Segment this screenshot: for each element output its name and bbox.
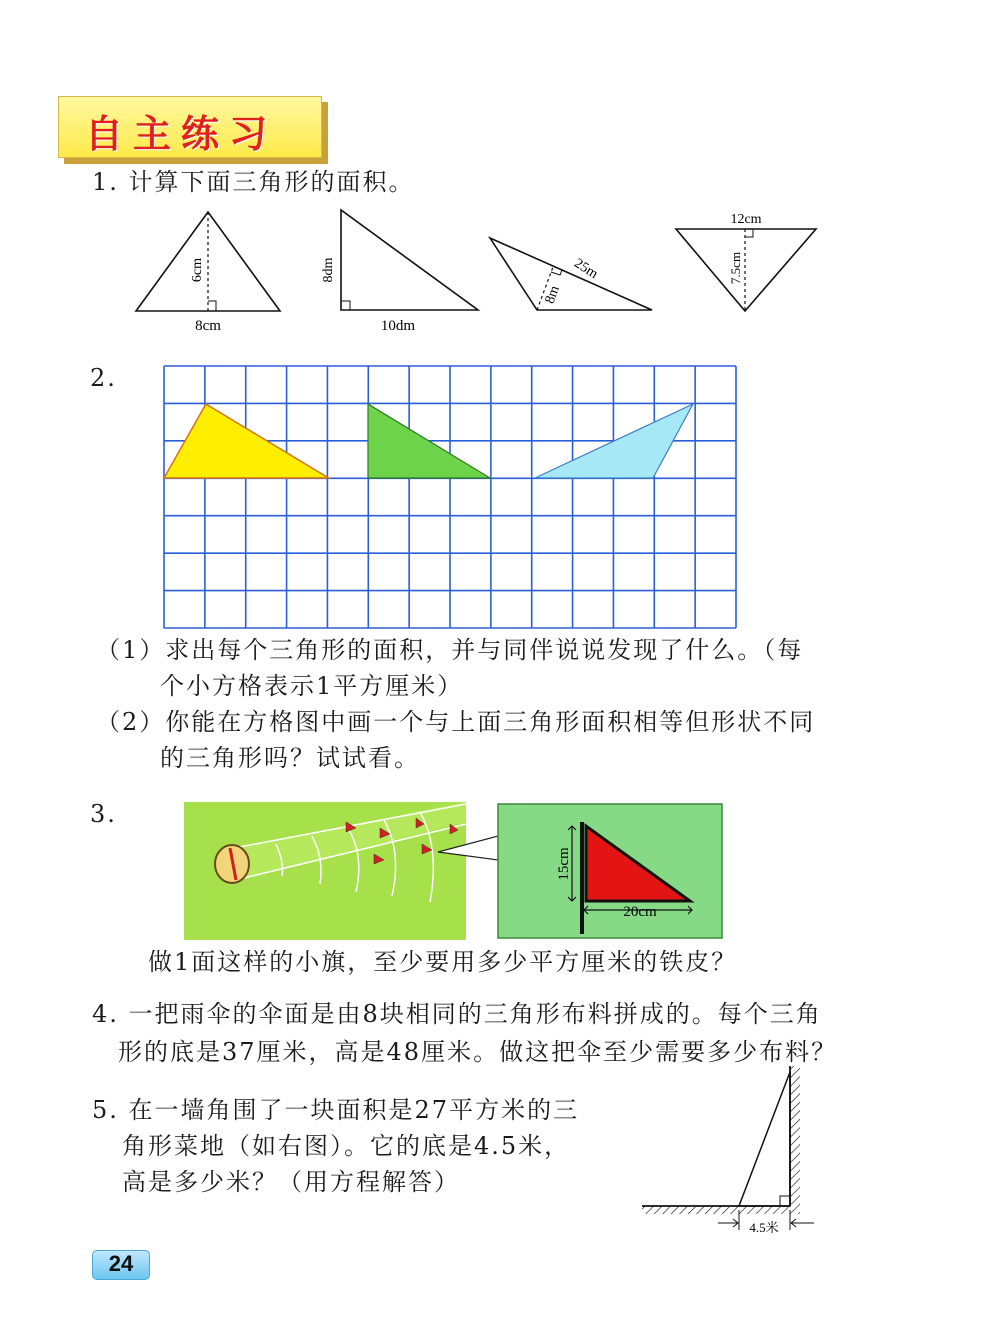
q5-line2: 角形菜地（如右图）。它的底是4.5米， (122, 1132, 571, 1160)
q1-triangles (0, 200, 1000, 340)
q4-line1: 4. 一把雨伞的伞面是由8块相同的三角形布料拼成的。每个三角 (92, 1000, 822, 1028)
q2-sub1-line2: 个小方格表示1平方厘米） (160, 672, 464, 700)
q1-triangle-2 (321, 210, 478, 334)
q5-line1: 5. 在一墙角围了一块面积是27平方米的三 (92, 1096, 580, 1124)
q1-t2-height-label: 8dm (321, 257, 336, 283)
q5-ground (642, 1206, 800, 1214)
q3-field-scene (184, 802, 466, 940)
q3-figure (184, 800, 729, 942)
q3-flag-base-label: 20cm (623, 904, 657, 920)
q1-text (92, 168, 415, 197)
q1-t1-base-label: 8cm (195, 318, 221, 334)
q1-t3-base-label: 25m (571, 256, 601, 282)
q3-text: 做1面这样的小旗，至少要用多少平方厘米的铁皮？ (148, 948, 738, 976)
q1-t2-base-label: 10dm (380, 318, 416, 334)
q3-flag-height-label: 15cm (556, 847, 572, 881)
page-number-badge (92, 1250, 150, 1280)
q5-triangle (739, 1072, 790, 1206)
page-number: 24 (108, 1251, 134, 1276)
q4-line2: 形的底是37厘米，高是48厘米。做这把伞至少需要多少布料？ (118, 1038, 838, 1066)
q2-number: 2. (90, 364, 117, 392)
section-title-badge (58, 96, 322, 158)
q1-triangle-3 (490, 238, 652, 310)
q5-base-label: 4.5米 (749, 1220, 779, 1235)
q1-t4-height-label: 7.5cm (728, 251, 743, 285)
q2-grid-figure (160, 362, 740, 630)
q1-number: 1. (92, 168, 119, 196)
q2-sub1-line1: （1）求出每个三角形的面积，并与同伴说说发现了什么。（每 (96, 636, 804, 664)
section-title: 自主练习 (85, 112, 278, 156)
q3-flag-zoom (498, 804, 722, 938)
q1-t3-height-label: 8m (542, 283, 563, 306)
q5-wall (790, 1066, 800, 1206)
q2-sub2-line2: 的三角形吗？试试看。 (160, 744, 420, 772)
q1-prompt: 计算下面三角形的面积。 (128, 168, 415, 196)
q2-sub2-line1: （2）你能在方格图中画一个与上面三角形面积相等但形状不同 (96, 708, 816, 736)
q5-line3: 高是多少米？（用方程解答） (122, 1168, 460, 1196)
q5-figure (634, 1064, 830, 1244)
q1-t1-height-label: 6cm (190, 257, 205, 283)
q3-number: 3. (90, 800, 117, 828)
q1-triangle-4 (676, 212, 816, 311)
q1-t4-base-label: 12cm (730, 212, 762, 227)
q1-triangle-1 (136, 212, 280, 334)
